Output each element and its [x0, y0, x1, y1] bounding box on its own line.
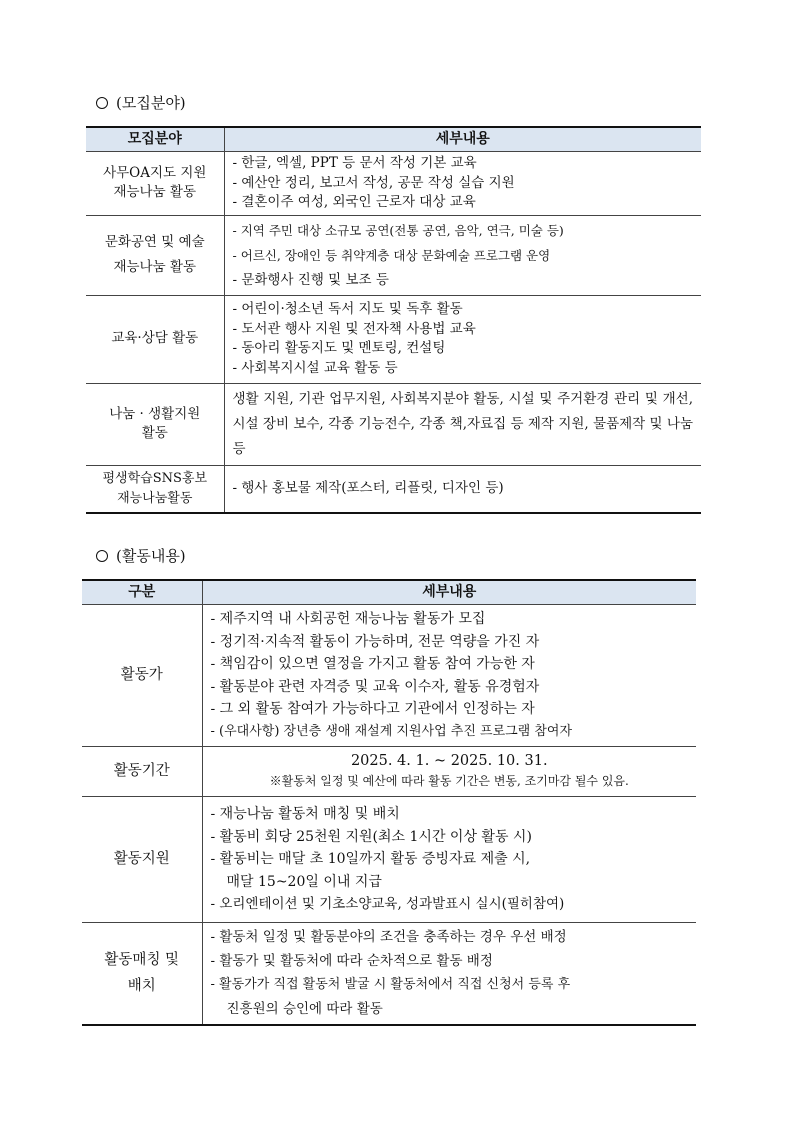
details-cell [202, 797, 696, 923]
table-row [86, 465, 701, 513]
circle-bullet-icon [96, 97, 108, 109]
detail-line: - 활동분야 관련 자격증 및 교육 이수자, 활동 유경험자 [210, 678, 540, 695]
category-text: 재능나눔활동 [117, 490, 193, 506]
table-row [86, 383, 701, 465]
detail-line: - 활동가가 직접 활동처 발굴 시 활동처에서 직접 신청서 등록 후 [210, 977, 571, 993]
header-details: 세부내용 [202, 580, 696, 605]
details-cell [224, 215, 701, 295]
section-title-text: (모집분야) [116, 94, 186, 112]
table-row [82, 923, 696, 1025]
detail-line: - 동아리 활동지도 및 멘토링, 컨설팅 [232, 340, 446, 356]
category-text: 나눔 · 생활지원 [109, 405, 201, 422]
detail-line: - 어르신, 장애인 등 취약계층 대상 문화예술 프로그램 운영 [232, 247, 551, 263]
table-row [82, 605, 696, 747]
category-text: 재능나눔 활동 [113, 184, 197, 201]
detail-line: - 예산안 정리, 보고서 작성, 공문 작성 실습 지원 [232, 174, 515, 191]
category-text: 활동기간 [113, 762, 170, 779]
table-row [86, 215, 701, 295]
activity-content-table [82, 579, 696, 1026]
header-category: 구분 [82, 580, 202, 605]
activity-period: 2025. 4. 1. ~ 2025. 10. 31. [350, 753, 548, 769]
details-cell [224, 295, 701, 383]
detail-line: - (우대사항) 장년층 생애 재설계 지원사업 추진 프로그램 참여자 [210, 723, 573, 739]
category-text: 활동지원 [113, 850, 170, 867]
detail-line: - 책임감이 있으면 열정을 가지고 활동 참여 가능한 자 [210, 656, 535, 672]
category-text: 문화공연 및 예술 [104, 233, 205, 250]
category-cell [82, 605, 202, 747]
table-header-row [86, 127, 701, 152]
detail-line: - 정기적·지속적 활동이 가능하며, 전문 역량을 가진 자 [210, 633, 540, 650]
category-text: 평생학습SNS홍보 [102, 471, 208, 487]
table-row [86, 152, 701, 216]
table-row [86, 295, 701, 383]
detail-line: - 사회복지시설 교육 활동 등 [232, 359, 398, 376]
circle-bullet-icon [96, 550, 108, 562]
table-row [82, 797, 696, 923]
details-cell [202, 605, 696, 747]
details-cell [224, 465, 701, 513]
header-category: 모집분야 [86, 127, 224, 152]
category-cell [82, 923, 202, 1025]
detail-line: - 활동가 및 활동처에 따라 순차적으로 활동 배정 [210, 953, 493, 970]
category-cell [86, 465, 224, 513]
detail-paragraph: 생활 지원, 기관 업무지원, 사회복지분야 활동, 시설 및 주거환경 관리 및 개선, 시설 장비 보수, 각종 기능전수, 각종 책,자료집 등 제작 지원, 물품제작 및 나눔 등 [232, 390, 693, 457]
detail-line: - 오리엔테이션 및 기초소양교육, 성과발표시 실시(필히참여) [210, 896, 565, 913]
details-cell [224, 152, 701, 216]
detail-line: - 지역 주민 대상 소규모 공연(전통 공연, 음악, 연극, 미술 등) [232, 222, 564, 238]
section-title-activity [96, 547, 186, 565]
detail-line: 매달 15~20일 이내 지급 [226, 873, 382, 890]
detail-line: - 제주지역 내 사회공헌 재능나눔 활동가 모집 [210, 611, 486, 627]
category-cell [86, 295, 224, 383]
category-cell [86, 152, 224, 216]
header-details: 세부내용 [224, 127, 701, 152]
detail-line: - 그 외 활동 참여가 가능하다고 기관에서 인정하는 자 [210, 701, 535, 717]
detail-line: - 재능나눔 활동처 매칭 및 배치 [210, 806, 400, 823]
details-cell [202, 923, 696, 1025]
category-cell [82, 797, 202, 923]
category-cell [86, 383, 224, 465]
category-cell [82, 747, 202, 797]
detail-line: - 활동처 일정 및 활동분야의 조건을 충족하는 경우 우선 배정 [210, 929, 567, 946]
detail-line: - 결혼이주 여성, 외국인 근로자 대상 교육 [232, 194, 476, 210]
period-note: ※활동처 일정 및 예산에 따라 활동 기간은 변동, 조기마감 될수 있음. [269, 773, 629, 788]
detail-line: - 한글, 엑셀, PPT 등 문서 작성 기본 교육 [232, 155, 477, 171]
detail-line: - 행사 홍보물 제작(포스터, 리플릿, 디자인 등) [232, 480, 504, 496]
table-row [82, 747, 696, 797]
category-text: 활동매칭 및 [104, 952, 180, 969]
category-cell [86, 215, 224, 295]
section-title-recruit [96, 94, 186, 112]
category-text: 활동가 [120, 666, 163, 683]
detail-line: 진흥원의 승인에 따라 활동 [226, 1001, 383, 1018]
category-text: 재능나눔 활동 [113, 259, 197, 275]
detail-line: - 활동비 회당 25천원 지원(최소 1시간 이상 활동 시) [210, 828, 532, 845]
category-text: 사무OA지도 지원 [103, 164, 207, 181]
recruit-field-table [86, 126, 701, 514]
detail-line: - 어린이·청소년 독서 지도 및 독후 활동 [232, 301, 463, 317]
category-text: 활동 [141, 425, 168, 441]
category-text: 배치 [127, 978, 156, 995]
detail-line: - 문화행사 진행 및 보조 등 [232, 271, 389, 288]
category-text: 교육·상담 활동 [111, 330, 199, 347]
detail-line: - 도서관 행사 지원 및 전자책 사용법 교육 [232, 320, 476, 337]
details-cell [202, 747, 696, 797]
details-cell [224, 383, 701, 465]
section-title-text: (활동내용) [116, 547, 186, 565]
table-header-row [82, 580, 696, 605]
detail-line: - 활동비는 매달 초 10일까지 활동 증빙자료 제출 시, [210, 851, 531, 868]
